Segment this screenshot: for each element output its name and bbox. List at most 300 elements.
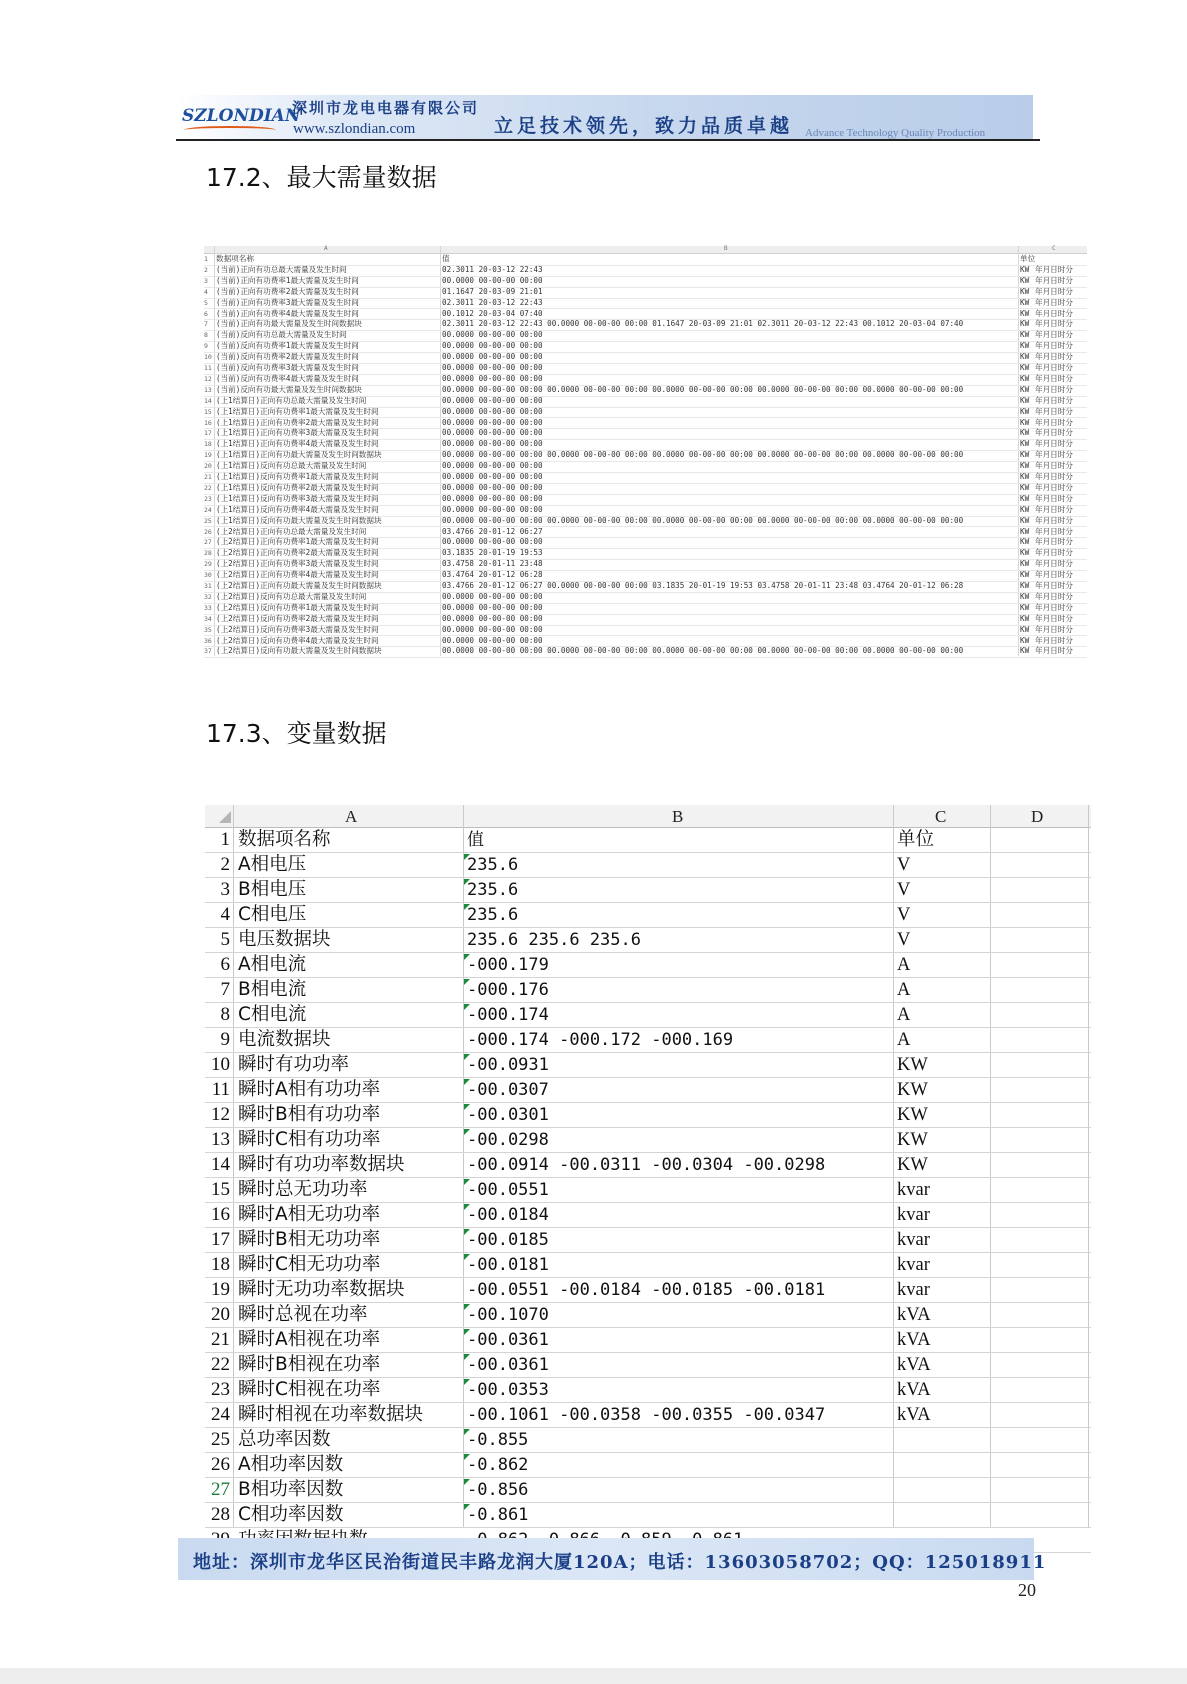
- small-cell-name[interactable]: (上2结算日)反向有功费率3最大需量及发生时间: [216, 624, 379, 634]
- small-row-number[interactable]: 1: [204, 255, 208, 263]
- cell-name[interactable]: 瞬时无功功率数据块: [238, 1279, 405, 1300]
- small-cell-name[interactable]: (上2结算日)反向有功费率4最大需量及发生时间: [216, 635, 379, 645]
- small-cell-value[interactable]: 00.0000 00-00-00 00:00: [442, 613, 543, 623]
- small-cell-format[interactable]: 年月日时分: [1035, 646, 1073, 656]
- cell-value[interactable]: -00.0301: [467, 1105, 549, 1125]
- small-cell-format[interactable]: 年月日时分: [1035, 384, 1073, 394]
- small-cell-name[interactable]: (上1结算日)正向有功费率4最大需量及发生时间: [216, 439, 379, 449]
- big-sheet-row[interactable]: [205, 1028, 1091, 1053]
- cell-name[interactable]: 瞬时总视在功率: [238, 1304, 368, 1325]
- small-cell-value[interactable]: 00.0000 00-00-00 00:00: [442, 635, 543, 645]
- cell-name[interactable]: B相电压: [238, 879, 307, 900]
- small-cell-format[interactable]: 年月日时分: [1035, 581, 1073, 590]
- small-row-number[interactable]: 5: [204, 298, 208, 307]
- small-cell-name[interactable]: (当前)正向有功费率2最大需量及发生时间: [216, 286, 359, 296]
- cell-unit[interactable]: V: [897, 930, 911, 950]
- row-number[interactable]: 13: [211, 1129, 230, 1150]
- small-cell-name[interactable]: (上2结算日)反向有功费率1最大需量及发生时间: [216, 602, 379, 612]
- small-cell-format[interactable]: 年月日时分: [1035, 559, 1073, 569]
- small-cell-value[interactable]: 00.0000 00-00-00 00:00: [442, 275, 543, 285]
- small-cell-unit[interactable]: KW: [1020, 406, 1030, 416]
- small-cell-format[interactable]: 年月日时分: [1035, 493, 1073, 503]
- cell-value[interactable]: -00.0551 -00.0184 -00.0185 -00.0181: [467, 1280, 826, 1300]
- small-cell-unit[interactable]: KW: [1020, 286, 1030, 296]
- cell-unit[interactable]: kVA: [897, 1380, 931, 1400]
- small-row-number[interactable]: 10: [204, 353, 212, 362]
- small-cell-format[interactable]: 年月日时分: [1035, 395, 1073, 405]
- small-cell-unit[interactable]: KW: [1020, 384, 1030, 394]
- cell-value[interactable]: -000.176: [467, 980, 549, 1000]
- cell-value[interactable]: -00.0551: [467, 1180, 549, 1200]
- cell-unit[interactable]: kvar: [897, 1230, 930, 1250]
- cell-value[interactable]: -0.861: [467, 1505, 529, 1525]
- small-cell-format[interactable]: 年月日时分: [1035, 308, 1073, 318]
- small-cell-name[interactable]: (当前)反向有功最大需量及发生时间数据块: [216, 384, 362, 394]
- row-number[interactable]: 8: [220, 1004, 230, 1025]
- small-cell-format[interactable]: 年月日时分: [1035, 624, 1073, 634]
- cell-unit[interactable]: V: [897, 880, 911, 900]
- small-cell-unit[interactable]: KW: [1020, 395, 1030, 405]
- small-row-number[interactable]: 21: [204, 473, 212, 481]
- small-cell-format[interactable]: 年月日时分: [1035, 297, 1073, 307]
- small-cell-value[interactable]: 00.0000 00-00-00 00:00: [442, 352, 543, 362]
- cell-unit[interactable]: kVA: [897, 1405, 931, 1425]
- cell-unit[interactable]: KW: [897, 1155, 928, 1175]
- small-row-number[interactable]: 13: [204, 385, 212, 394]
- small-cell-value[interactable]: 03.4758 20-01-11 23:48: [442, 559, 543, 569]
- cell-value[interactable]: 235.6 235.6 235.6: [467, 930, 641, 950]
- small-cell-format[interactable]: 年月日时分: [1035, 461, 1073, 471]
- big-sheet-row[interactable]: [205, 978, 1091, 1003]
- small-row-number[interactable]: 16: [204, 418, 212, 427]
- small-cell-value[interactable]: 03.4766 20-01-12 06:27: [442, 526, 543, 536]
- small-cell-unit[interactable]: KW: [1020, 493, 1030, 503]
- small-cell-name[interactable]: (上2结算日)反向有功总最大需量及发生时间: [216, 591, 367, 601]
- big-sheet-row[interactable]: [205, 1203, 1091, 1228]
- row-number[interactable]: 23: [211, 1379, 230, 1400]
- small-cell-unit[interactable]: KW: [1020, 646, 1030, 656]
- row-number[interactable]: 18: [211, 1254, 230, 1275]
- small-cell-name[interactable]: (当前)正向有功最大需量及发生时间数据块: [216, 319, 362, 329]
- small-cell-format[interactable]: 年月日时分: [1035, 319, 1073, 329]
- big-sheet-row[interactable]: [205, 1003, 1091, 1028]
- small-cell-name[interactable]: (上2结算日)正向有功费率4最大需量及发生时间: [216, 570, 379, 580]
- small-cell-value[interactable]: 00.0000 00-00-00 00:00: [442, 537, 543, 547]
- cell-value[interactable]: 值: [467, 830, 484, 850]
- cell-value[interactable]: 235.6: [467, 855, 519, 875]
- small-cell-name[interactable]: 数据项名称: [216, 254, 254, 263]
- cell-unit[interactable]: KW: [897, 1130, 928, 1150]
- small-cell-format[interactable]: 年月日时分: [1035, 537, 1073, 547]
- big-sheet-row[interactable]: [205, 953, 1091, 978]
- cell-name[interactable]: 瞬时总无功功率: [238, 1179, 368, 1200]
- cell-name[interactable]: C相功率因数: [238, 1504, 344, 1525]
- row-number[interactable]: 17: [211, 1229, 230, 1250]
- small-cell-value[interactable]: 00.0000 00-00-00 00:00: [442, 417, 543, 427]
- small-cell-unit[interactable]: KW: [1020, 602, 1030, 612]
- big-sheet-row[interactable]: [205, 1103, 1091, 1128]
- small-cell-value[interactable]: 00.0000 00-00-00 00:00: [442, 330, 543, 340]
- small-cell-name[interactable]: (上1结算日)反向有功费率3最大需量及发生时间: [216, 493, 379, 503]
- cell-unit[interactable]: kvar: [897, 1280, 930, 1300]
- small-cell-name[interactable]: (当前)反向有功费率4最大需量及发生时间: [216, 373, 359, 383]
- small-cell-unit[interactable]: KW: [1020, 319, 1030, 329]
- small-cell-name[interactable]: (上1结算日)反向有功费率2最大需量及发生时间: [216, 482, 379, 492]
- small-cell-format[interactable]: 年月日时分: [1035, 373, 1073, 383]
- small-row-number[interactable]: 28: [204, 549, 212, 558]
- row-number[interactable]: 22: [211, 1354, 230, 1375]
- cell-name[interactable]: A相电压: [238, 854, 307, 875]
- cell-name[interactable]: 数据项名称: [238, 829, 331, 850]
- row-number[interactable]: 7: [220, 979, 230, 1000]
- row-number[interactable]: 1: [220, 829, 230, 850]
- row-number[interactable]: 15: [211, 1179, 230, 1200]
- cell-name[interactable]: A相功率因数: [238, 1454, 344, 1475]
- small-row-number[interactable]: 19: [204, 451, 212, 460]
- small-row-number[interactable]: 8: [204, 331, 208, 340]
- cell-unit[interactable]: 单位: [897, 830, 935, 850]
- cell-value[interactable]: -00.0185: [467, 1230, 549, 1250]
- big-sheet-row[interactable]: [205, 1253, 1091, 1278]
- row-number[interactable]: 20: [211, 1304, 230, 1325]
- small-row-number[interactable]: 36: [204, 636, 212, 645]
- small-cell-unit[interactable]: KW: [1020, 330, 1030, 340]
- row-number[interactable]: 26: [211, 1454, 230, 1475]
- small-cell-name[interactable]: (上1结算日)反向有功费率4最大需量及发生时间: [216, 504, 379, 514]
- small-row-number[interactable]: 6: [204, 309, 208, 318]
- row-number[interactable]: 10: [211, 1054, 230, 1075]
- cell-name[interactable]: 瞬时A相有功功率: [238, 1079, 381, 1100]
- small-cell-unit[interactable]: KW: [1020, 482, 1030, 492]
- cell-value[interactable]: -00.0298: [467, 1130, 549, 1150]
- row-number[interactable]: 12: [211, 1104, 230, 1125]
- small-cell-format[interactable]: 年月日时分: [1035, 472, 1073, 481]
- small-cell-value[interactable]: 00.0000 00-00-00 00:00: [442, 439, 543, 449]
- small-cell-unit[interactable]: KW: [1020, 635, 1030, 645]
- small-row-number[interactable]: 31: [204, 582, 212, 590]
- cell-value[interactable]: -00.0914 -00.0311 -00.0304 -00.0298: [467, 1155, 826, 1175]
- small-cell-unit[interactable]: KW: [1020, 537, 1030, 547]
- small-row-number[interactable]: 12: [204, 374, 212, 383]
- row-number[interactable]: 4: [220, 904, 230, 925]
- small-cell-format[interactable]: 年月日时分: [1035, 602, 1073, 612]
- small-cell-format[interactable]: 年月日时分: [1035, 341, 1073, 351]
- cell-value[interactable]: -00.0307: [467, 1080, 549, 1100]
- small-cell-value[interactable]: 02.3011 20-03-12 22:43: [442, 297, 543, 307]
- cell-name[interactable]: 瞬时有功功率数据块: [238, 1154, 405, 1175]
- small-cell-value[interactable]: 00.0000 00-00-00 00:00 00.0000 00-00-00 00:00 00.0000 00-00-00 00:00 00.0000 00-00-00 00:00 00.0000 00-00-00 00:00: [442, 450, 964, 460]
- small-cell-value[interactable]: 00.0000 00-00-00 00:00: [442, 428, 543, 438]
- big-sheet-row[interactable]: [205, 1303, 1091, 1328]
- small-cell-name[interactable]: (当前)正向有功费率1最大需量及发生时间: [216, 275, 359, 285]
- small-cell-unit[interactable]: KW: [1020, 373, 1030, 383]
- cell-unit[interactable]: KW: [897, 1055, 928, 1075]
- small-cell-name[interactable]: (上1结算日)反向有功最大需量及发生时间数据块: [216, 515, 382, 525]
- small-cell-name[interactable]: (上2结算日)正向有功费率3最大需量及发生时间: [216, 559, 379, 569]
- small-cell-name[interactable]: (上1结算日)正向有功费率1最大需量及发生时间: [216, 406, 379, 416]
- small-row-number[interactable]: 23: [204, 494, 212, 503]
- small-cell-unit[interactable]: KW: [1020, 439, 1030, 449]
- cell-name[interactable]: A相电流: [238, 954, 307, 975]
- small-cell-unit[interactable]: KW: [1020, 428, 1030, 438]
- cell-name[interactable]: 瞬时B相无功功率: [238, 1229, 381, 1250]
- cell-name[interactable]: B相功率因数: [238, 1479, 344, 1500]
- cell-unit[interactable]: KW: [897, 1105, 928, 1125]
- big-sheet-row[interactable]: [205, 1453, 1091, 1478]
- small-cell-unit[interactable]: KW: [1020, 461, 1030, 471]
- cell-name[interactable]: 瞬时B相有功功率: [238, 1104, 381, 1125]
- cell-unit[interactable]: A: [897, 1005, 911, 1025]
- cell-name[interactable]: 总功率因数: [238, 1429, 331, 1450]
- select-all-corner[interactable]: [219, 811, 231, 823]
- small-cell-value[interactable]: 00.0000 00-00-00 00:00: [442, 591, 543, 601]
- small-cell-name[interactable]: (上2结算日)反向有功最大需量及发生时间数据块: [216, 646, 382, 656]
- small-cell-unit[interactable]: KW: [1020, 526, 1030, 536]
- small-cell-format[interactable]: 年月日时分: [1035, 417, 1073, 427]
- small-cell-format[interactable]: 年月日时分: [1035, 352, 1073, 362]
- big-sheet-row[interactable]: [205, 1478, 1091, 1503]
- small-cell-unit[interactable]: KW: [1020, 275, 1030, 285]
- cell-value[interactable]: -0.856: [467, 1480, 529, 1500]
- small-cell-value[interactable]: 00.0000 00-00-00 00:00 00.0000 00-00-00 00:00 00.0000 00-00-00 00:00 00.0000 00-00-00 00:00 00.0000 00-00-00 00:00: [442, 515, 964, 525]
- big-sheet-row[interactable]: [205, 928, 1091, 953]
- cell-name[interactable]: 瞬时C相有功功率: [238, 1129, 381, 1150]
- small-cell-format[interactable]: 年月日时分: [1035, 439, 1073, 449]
- small-row-number[interactable]: 34: [204, 614, 212, 623]
- small-cell-name[interactable]: (当前)反向有功费率2最大需量及发生时间: [216, 352, 359, 362]
- small-cell-format[interactable]: 年月日时分: [1035, 570, 1073, 580]
- cell-name[interactable]: 瞬时有功功率: [238, 1054, 350, 1075]
- big-sheet-row[interactable]: [205, 1053, 1091, 1078]
- small-cell-value[interactable]: 00.0000 00-00-00 00:00: [442, 504, 543, 514]
- small-cell-name[interactable]: (当前)反向有功费率1最大需量及发生时间: [216, 341, 359, 351]
- cell-value[interactable]: -00.1070: [467, 1305, 549, 1325]
- small-cell-format[interactable]: 年月日时分: [1035, 548, 1073, 558]
- small-cell-format[interactable]: 年月日时分: [1035, 286, 1073, 296]
- cell-name[interactable]: 瞬时A相无功功率: [238, 1204, 381, 1225]
- small-cell-value[interactable]: 00.0000 00-00-00 00:00: [442, 406, 543, 416]
- cell-unit[interactable]: kvar: [897, 1180, 930, 1200]
- small-cell-value[interactable]: 03.4766 20-01-12 06:27 00.0000 00-00-00 00:00 03.1835 20-01-19 19:53 03.4758 20-01-11 23:48 03.4764 20-01-12 06:28: [442, 581, 964, 590]
- small-row-number[interactable]: 27: [204, 538, 212, 547]
- row-number[interactable]: 11: [211, 1079, 230, 1100]
- big-sheet-row[interactable]: [205, 1178, 1091, 1203]
- small-cell-unit[interactable]: 单位: [1020, 254, 1036, 263]
- small-cell-unit[interactable]: KW: [1020, 417, 1030, 427]
- cell-unit[interactable]: kVA: [897, 1330, 931, 1350]
- small-cell-unit[interactable]: KW: [1020, 341, 1030, 351]
- row-number[interactable]: 14: [211, 1154, 230, 1175]
- row-number[interactable]: 6: [220, 954, 230, 975]
- small-cell-name[interactable]: (上1结算日)反向有功总最大需量及发生时间: [216, 461, 367, 471]
- small-row-number[interactable]: 29: [204, 560, 212, 569]
- row-number[interactable]: 21: [211, 1329, 230, 1350]
- small-cell-name[interactable]: (当前)反向有功费率3最大需量及发生时间: [216, 363, 359, 372]
- small-cell-unit[interactable]: KW: [1020, 570, 1030, 580]
- big-sheet-row[interactable]: [205, 1503, 1091, 1528]
- big-sheet-row[interactable]: [205, 1428, 1091, 1453]
- small-cell-unit[interactable]: KW: [1020, 363, 1030, 372]
- big-sheet-row[interactable]: [205, 1353, 1091, 1378]
- small-cell-value[interactable]: 00.0000 00-00-00 00:00: [442, 624, 543, 634]
- small-cell-name[interactable]: (当前)正向有功费率3最大需量及发生时间: [216, 297, 359, 307]
- row-number[interactable]: 27: [211, 1479, 230, 1500]
- small-cell-unit[interactable]: KW: [1020, 472, 1030, 481]
- cell-name[interactable]: 瞬时C相无功功率: [238, 1254, 381, 1275]
- small-cell-value[interactable]: 00.0000 00-00-00 00:00 00.0000 00-00-00 00:00 00.0000 00-00-00 00:00 00.0000 00-00-00 00:00 00.0000 00-00-00 00:00: [442, 384, 964, 394]
- small-cell-value[interactable]: 值: [442, 254, 450, 263]
- cell-name[interactable]: 瞬时B相视在功率: [238, 1354, 381, 1375]
- small-cell-unit[interactable]: KW: [1020, 450, 1030, 460]
- row-number[interactable]: 19: [211, 1279, 230, 1300]
- cell-value[interactable]: 235.6: [467, 905, 519, 925]
- small-cell-value[interactable]: 02.3011 20-03-12 22:43: [442, 264, 543, 274]
- small-row-number[interactable]: 15: [204, 407, 212, 416]
- big-sheet-row[interactable]: [205, 1228, 1091, 1253]
- small-cell-format[interactable]: 年月日时分: [1035, 406, 1073, 416]
- small-row-number[interactable]: 4: [204, 287, 208, 296]
- cell-unit[interactable]: kvar: [897, 1205, 930, 1225]
- big-sheet-row[interactable]: [205, 1278, 1091, 1303]
- small-cell-value[interactable]: 03.1835 20-01-19 19:53: [442, 548, 543, 558]
- row-number[interactable]: 24: [211, 1404, 230, 1425]
- small-cell-name[interactable]: (上1结算日)正向有功费率3最大需量及发生时间: [216, 428, 379, 438]
- small-cell-name[interactable]: (当前)正向有功总最大需量及发生时间: [216, 264, 347, 274]
- big-sheet-row[interactable]: [205, 828, 1091, 853]
- small-cell-format[interactable]: 年月日时分: [1035, 275, 1073, 285]
- row-number[interactable]: 9: [220, 1029, 230, 1050]
- big-sheet-row[interactable]: [205, 1378, 1091, 1403]
- small-cell-name[interactable]: (上2结算日)正向有功费率2最大需量及发生时间: [216, 548, 379, 558]
- small-cell-name[interactable]: (上2结算日)反向有功费率2最大需量及发生时间: [216, 613, 379, 623]
- small-cell-format[interactable]: 年月日时分: [1035, 450, 1073, 460]
- small-cell-format[interactable]: 年月日时分: [1035, 482, 1073, 492]
- cell-name[interactable]: 瞬时A相视在功率: [238, 1329, 381, 1350]
- small-cell-value[interactable]: 03.4764 20-01-12 06:28: [442, 570, 543, 580]
- cell-name[interactable]: 电流数据块: [238, 1029, 331, 1050]
- small-cell-value[interactable]: 00.0000 00-00-00 00:00: [442, 363, 543, 372]
- small-row-number[interactable]: 11: [204, 364, 212, 372]
- small-row-number[interactable]: 32: [204, 592, 212, 601]
- row-number[interactable]: 5: [220, 929, 230, 950]
- small-row-number[interactable]: 33: [204, 603, 212, 612]
- cell-value[interactable]: -00.0181: [467, 1255, 549, 1275]
- small-row-number[interactable]: 35: [204, 625, 212, 634]
- small-row-number[interactable]: 14: [204, 396, 212, 405]
- small-cell-name[interactable]: (当前)反向有功总最大需量及发生时间: [216, 330, 347, 340]
- small-cell-value[interactable]: 00.1012 20-03-04 07:40: [442, 308, 543, 318]
- small-cell-value[interactable]: 00.0000 00-00-00 00:00 00.0000 00-00-00 00:00 00.0000 00-00-00 00:00 00.0000 00-00-00 00:00 00.0000 00-00-00 00:00: [442, 646, 964, 656]
- small-cell-unit[interactable]: KW: [1020, 559, 1030, 569]
- small-cell-format[interactable]: 年月日时分: [1035, 635, 1073, 645]
- cell-unit[interactable]: A: [897, 980, 911, 1000]
- row-number[interactable]: 28: [211, 1504, 230, 1525]
- small-cell-unit[interactable]: KW: [1020, 591, 1030, 601]
- small-sheet-row[interactable]: [204, 646, 1087, 658]
- big-col-header-b[interactable]: B: [672, 807, 684, 826]
- small-row-number[interactable]: 30: [204, 571, 212, 580]
- small-cell-unit[interactable]: KW: [1020, 352, 1030, 362]
- small-cell-format[interactable]: 年月日时分: [1035, 363, 1073, 372]
- big-col-header-a[interactable]: A: [345, 807, 358, 826]
- small-cell-value[interactable]: 00.0000 00-00-00 00:00: [442, 395, 543, 405]
- cell-unit[interactable]: KW: [897, 1080, 928, 1100]
- cell-name[interactable]: 电压数据块: [238, 929, 331, 950]
- row-number[interactable]: 16: [211, 1204, 230, 1225]
- big-sheet-row[interactable]: [205, 853, 1091, 878]
- cell-value[interactable]: -0.862: [467, 1455, 529, 1475]
- cell-name[interactable]: 瞬时C相视在功率: [238, 1379, 381, 1400]
- small-row-number[interactable]: 3: [204, 276, 208, 285]
- big-sheet-row[interactable]: [205, 1078, 1091, 1103]
- small-cell-name[interactable]: (上1结算日)反向有功费率1最大需量及发生时间: [216, 472, 379, 481]
- small-cell-value[interactable]: 00.0000 00-00-00 00:00: [442, 493, 543, 503]
- cell-value[interactable]: -000.174 -000.172 -000.169: [467, 1030, 734, 1050]
- small-cell-value[interactable]: 00.0000 00-00-00 00:00: [442, 461, 543, 471]
- small-cell-unit[interactable]: KW: [1020, 515, 1030, 525]
- big-col-header-d[interactable]: D: [1031, 807, 1044, 826]
- small-cell-value[interactable]: 00.0000 00-00-00 00:00: [442, 373, 543, 383]
- big-sheet-row[interactable]: [205, 1128, 1091, 1153]
- small-row-number[interactable]: 37: [204, 647, 212, 656]
- big-sheet-row[interactable]: [205, 1403, 1091, 1428]
- small-cell-name[interactable]: (上1结算日)正向有功费率2最大需量及发生时间: [216, 417, 379, 427]
- row-number[interactable]: 3: [220, 879, 230, 900]
- small-cell-format[interactable]: 年月日时分: [1035, 504, 1073, 514]
- small-cell-value[interactable]: 00.0000 00-00-00 00:00: [442, 472, 543, 481]
- small-row-number[interactable]: 20: [204, 462, 212, 471]
- cell-value[interactable]: -00.0361: [467, 1330, 549, 1350]
- small-cell-unit[interactable]: KW: [1020, 297, 1030, 307]
- small-row-number[interactable]: 2: [204, 265, 208, 274]
- small-cell-unit[interactable]: KW: [1020, 548, 1030, 558]
- cell-value[interactable]: -00.1061 -00.0358 -00.0355 -00.0347: [467, 1405, 826, 1425]
- cell-value[interactable]: -00.0184: [467, 1205, 549, 1225]
- small-cell-name[interactable]: (上2结算日)正向有功费率1最大需量及发生时间: [216, 537, 379, 547]
- small-cell-value[interactable]: 02.3011 20-03-12 22:43 00.0000 00-00-00 00:00 01.1647 20-03-09 21:01 02.3011 20-03-12 22:43 00.1012 20-03-04 07:40: [442, 319, 964, 329]
- small-row-number[interactable]: 17: [204, 429, 212, 438]
- small-cell-format[interactable]: 年月日时分: [1035, 526, 1073, 536]
- cell-unit[interactable]: A: [897, 1030, 911, 1050]
- big-sheet-row[interactable]: [205, 1328, 1091, 1353]
- big-sheet-row[interactable]: [205, 878, 1091, 903]
- cell-value[interactable]: -00.0361: [467, 1355, 549, 1375]
- cell-name[interactable]: C相电流: [238, 1004, 307, 1025]
- small-row-number[interactable]: 9: [204, 342, 208, 351]
- cell-name[interactable]: B相电流: [238, 979, 307, 1000]
- small-cell-format[interactable]: 年月日时分: [1035, 591, 1073, 601]
- small-cell-name[interactable]: (上1结算日)正向有功最大需量及发生时间数据块: [216, 450, 382, 460]
- big-col-header-c[interactable]: C: [935, 807, 947, 826]
- row-number[interactable]: 2: [220, 854, 230, 875]
- company-website[interactable]: www.szlondian.com: [293, 121, 416, 137]
- cell-value[interactable]: -00.0353: [467, 1380, 549, 1400]
- small-cell-format[interactable]: 年月日时分: [1035, 515, 1073, 525]
- small-row-number[interactable]: 26: [204, 527, 212, 536]
- small-cell-value[interactable]: 00.0000 00-00-00 00:00: [442, 341, 543, 351]
- small-cell-value[interactable]: 01.1647 20-03-09 21:01: [442, 286, 543, 296]
- cell-unit[interactable]: kVA: [897, 1355, 931, 1375]
- small-cell-format[interactable]: 年月日时分: [1035, 613, 1073, 623]
- cell-unit[interactable]: V: [897, 905, 911, 925]
- small-cell-format[interactable]: 年月日时分: [1035, 330, 1073, 340]
- cell-unit[interactable]: kvar: [897, 1255, 930, 1275]
- small-row-number[interactable]: 24: [204, 505, 212, 514]
- small-cell-unit[interactable]: KW: [1020, 581, 1030, 590]
- cell-name[interactable]: 瞬时相视在功率数据块: [238, 1404, 424, 1425]
- small-cell-name[interactable]: (当前)正向有功费率4最大需量及发生时间: [216, 308, 359, 318]
- small-cell-name[interactable]: (上2结算日)正向有功总最大需量及发生时间: [216, 526, 367, 536]
